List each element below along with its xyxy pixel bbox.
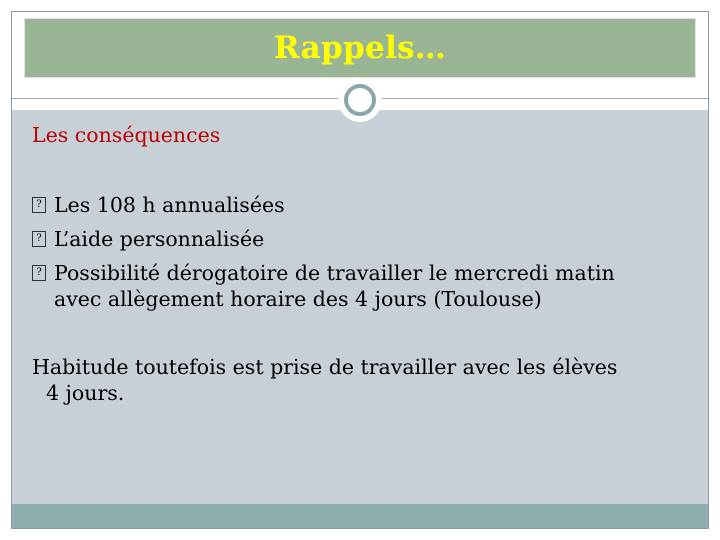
bullet-item [32, 226, 702, 252]
paragraph-line-1: Habitude toutefois est prise de travailler avec les élèves [32, 355, 618, 379]
ring-icon [344, 84, 376, 116]
bullet-box-icon: ? [32, 265, 46, 281]
bullet-item [32, 260, 702, 312]
slide-subtitle: Les conséquences [32, 123, 221, 147]
bullet-box-icon: ? [32, 197, 46, 213]
slide-title: Rappels… [273, 30, 447, 66]
slide-body [32, 122, 702, 406]
paragraph-line-2: 4 jours. [46, 381, 125, 405]
footer-bar [12, 504, 708, 528]
circle-ornament [338, 78, 382, 122]
bullet-box-icon: ? [32, 231, 46, 247]
bullet-text-line-2: avec allègement horaire des 4 jours (Toulouse) [54, 287, 542, 311]
bullet-text-line-1: Possibilité dérogatoire de travailler le mercredi matin [54, 261, 615, 285]
bullet-item [32, 192, 702, 218]
bullet-text: Les 108 h annualisées [54, 193, 285, 217]
closing-paragraph [32, 354, 702, 406]
bullet-text: L’aide personnalisée [54, 227, 265, 251]
title-bar [24, 18, 696, 78]
